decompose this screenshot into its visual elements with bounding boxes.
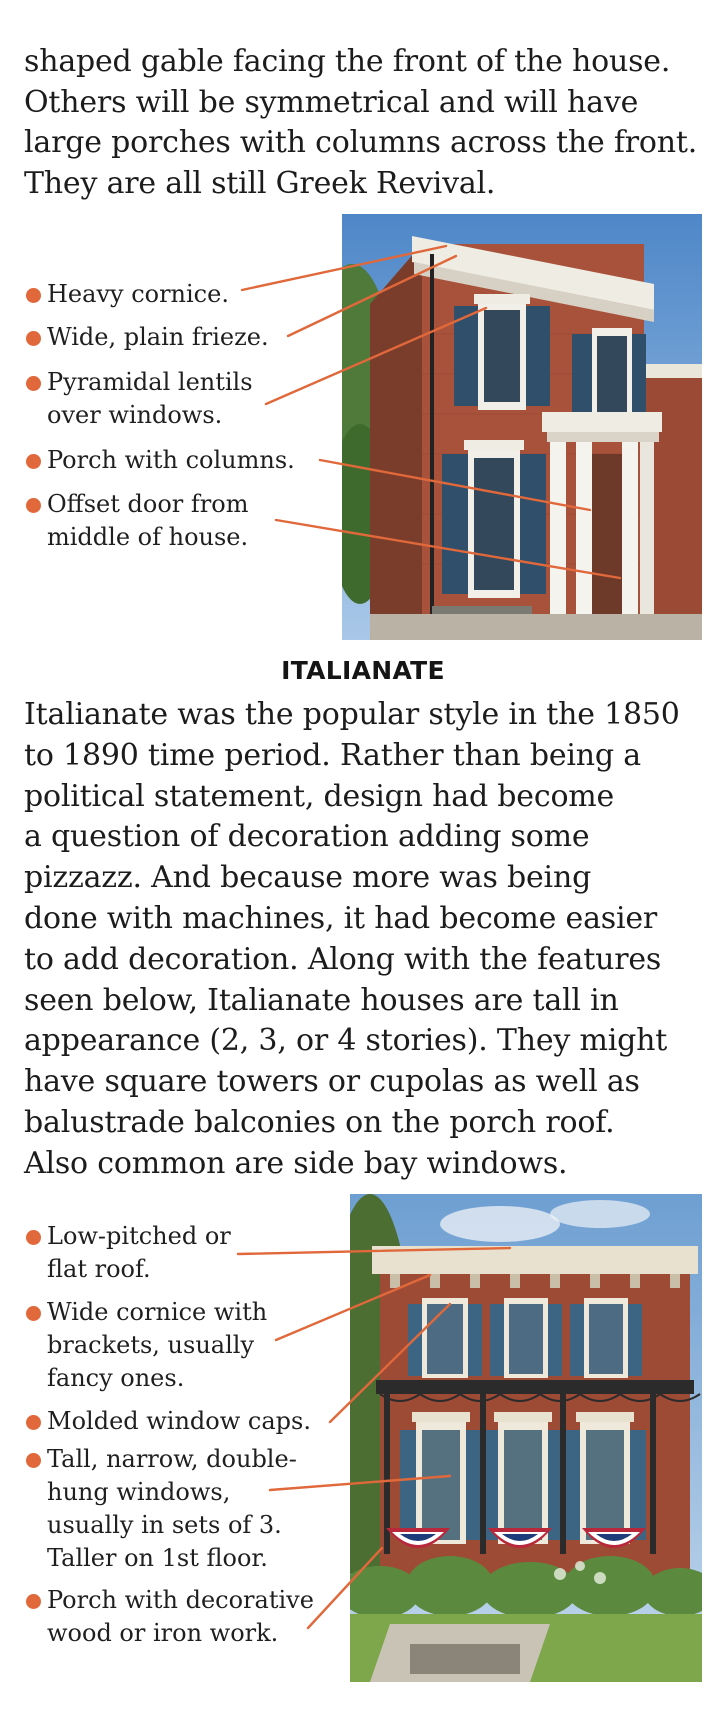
paragraph-line: to add decoration. Along with the features [24, 941, 662, 977]
feature-line: over windows. [47, 401, 223, 429]
italianate-feature-item [26, 1443, 297, 1575]
greek-feature-item [26, 321, 269, 354]
bullet-dot-icon [26, 498, 41, 513]
bullet-dot-icon [26, 1453, 41, 1468]
paragraph-line: seen below, Italianate houses are tall in [24, 982, 619, 1018]
greek-feature-item [26, 366, 253, 432]
greek-feature-item [26, 278, 229, 311]
paragraph-line: a question of decoration adding some [24, 819, 590, 855]
bullet-dot-icon [26, 1306, 41, 1321]
paragraph-line: appearance (2, 3, or 4 stories). They might [24, 1023, 668, 1059]
paragraph-line: to 1890 time period. Rather than being a [24, 737, 641, 773]
feature-line: flat roof. [47, 1255, 151, 1283]
feature-line: hung windows, [47, 1478, 231, 1506]
feature-line: middle of house. [47, 523, 249, 551]
italianate-paragraph [24, 695, 714, 1185]
feature-line: fancy ones. [47, 1364, 185, 1392]
paragraph-line: pizzazz. And because more was being [24, 860, 592, 896]
feature-line: Wide cornice with [47, 1298, 268, 1326]
bullet-dot-icon [26, 331, 41, 346]
intro-line: large porches with columns across the front. [24, 125, 698, 160]
bullet-dot-icon [26, 288, 41, 303]
feature-line: Porch with decorative [47, 1586, 314, 1614]
italianate-feature-item [26, 1405, 311, 1438]
paragraph-line: Italianate was the popular style in the 1850 [24, 697, 680, 732]
feature-line: Offset door from [47, 490, 249, 518]
italianate-house-photo [350, 1194, 702, 1682]
paragraph-line: balustrade balconies on the porch roof. [24, 1104, 615, 1140]
feature-line: Porch with columns. [47, 446, 295, 474]
paragraph-line: Also common are side bay windows. [24, 1145, 568, 1181]
feature-line: Heavy cornice. [47, 280, 229, 308]
intro-paragraph [24, 42, 714, 204]
bullet-dot-icon [26, 1230, 41, 1245]
feature-line: usually in sets of 3. [47, 1511, 282, 1539]
section-heading: ITALIANATE [281, 656, 445, 685]
feature-line: Molded window caps. [47, 1407, 311, 1435]
bullet-dot-icon [26, 1415, 41, 1430]
greek-feature-item [26, 444, 295, 477]
bullet-dot-icon [26, 454, 41, 469]
paragraph-line: have square towers or cupolas as well as [24, 1064, 640, 1100]
intro-line: shaped gable facing the front of the house. [24, 44, 671, 79]
intro-line: Others will be symmetrical and will have [24, 84, 639, 120]
bullet-dot-icon [26, 1594, 41, 1609]
feature-line: brackets, usually [47, 1331, 254, 1359]
intro-line: They are all still Greek Revival. [24, 165, 496, 201]
greek-revival-house-photo [342, 214, 702, 640]
feature-line: Taller on 1st floor. [47, 1544, 268, 1572]
italianate-feature-item [26, 1584, 314, 1650]
paragraph-line: done with machines, it had become easier [24, 900, 658, 936]
bullet-dot-icon [26, 376, 41, 391]
feature-line: Pyramidal lentils [47, 368, 253, 396]
feature-line: Low-pitched or [47, 1222, 231, 1250]
feature-line: Wide, plain frieze. [47, 323, 269, 351]
italianate-feature-item [26, 1296, 267, 1395]
paragraph-line: political statement, design had become [24, 778, 615, 814]
feature-line: wood or iron work. [47, 1619, 279, 1647]
italianate-feature-item [26, 1220, 231, 1286]
feature-line: Tall, narrow, double- [47, 1445, 297, 1473]
greek-feature-item [26, 488, 248, 554]
